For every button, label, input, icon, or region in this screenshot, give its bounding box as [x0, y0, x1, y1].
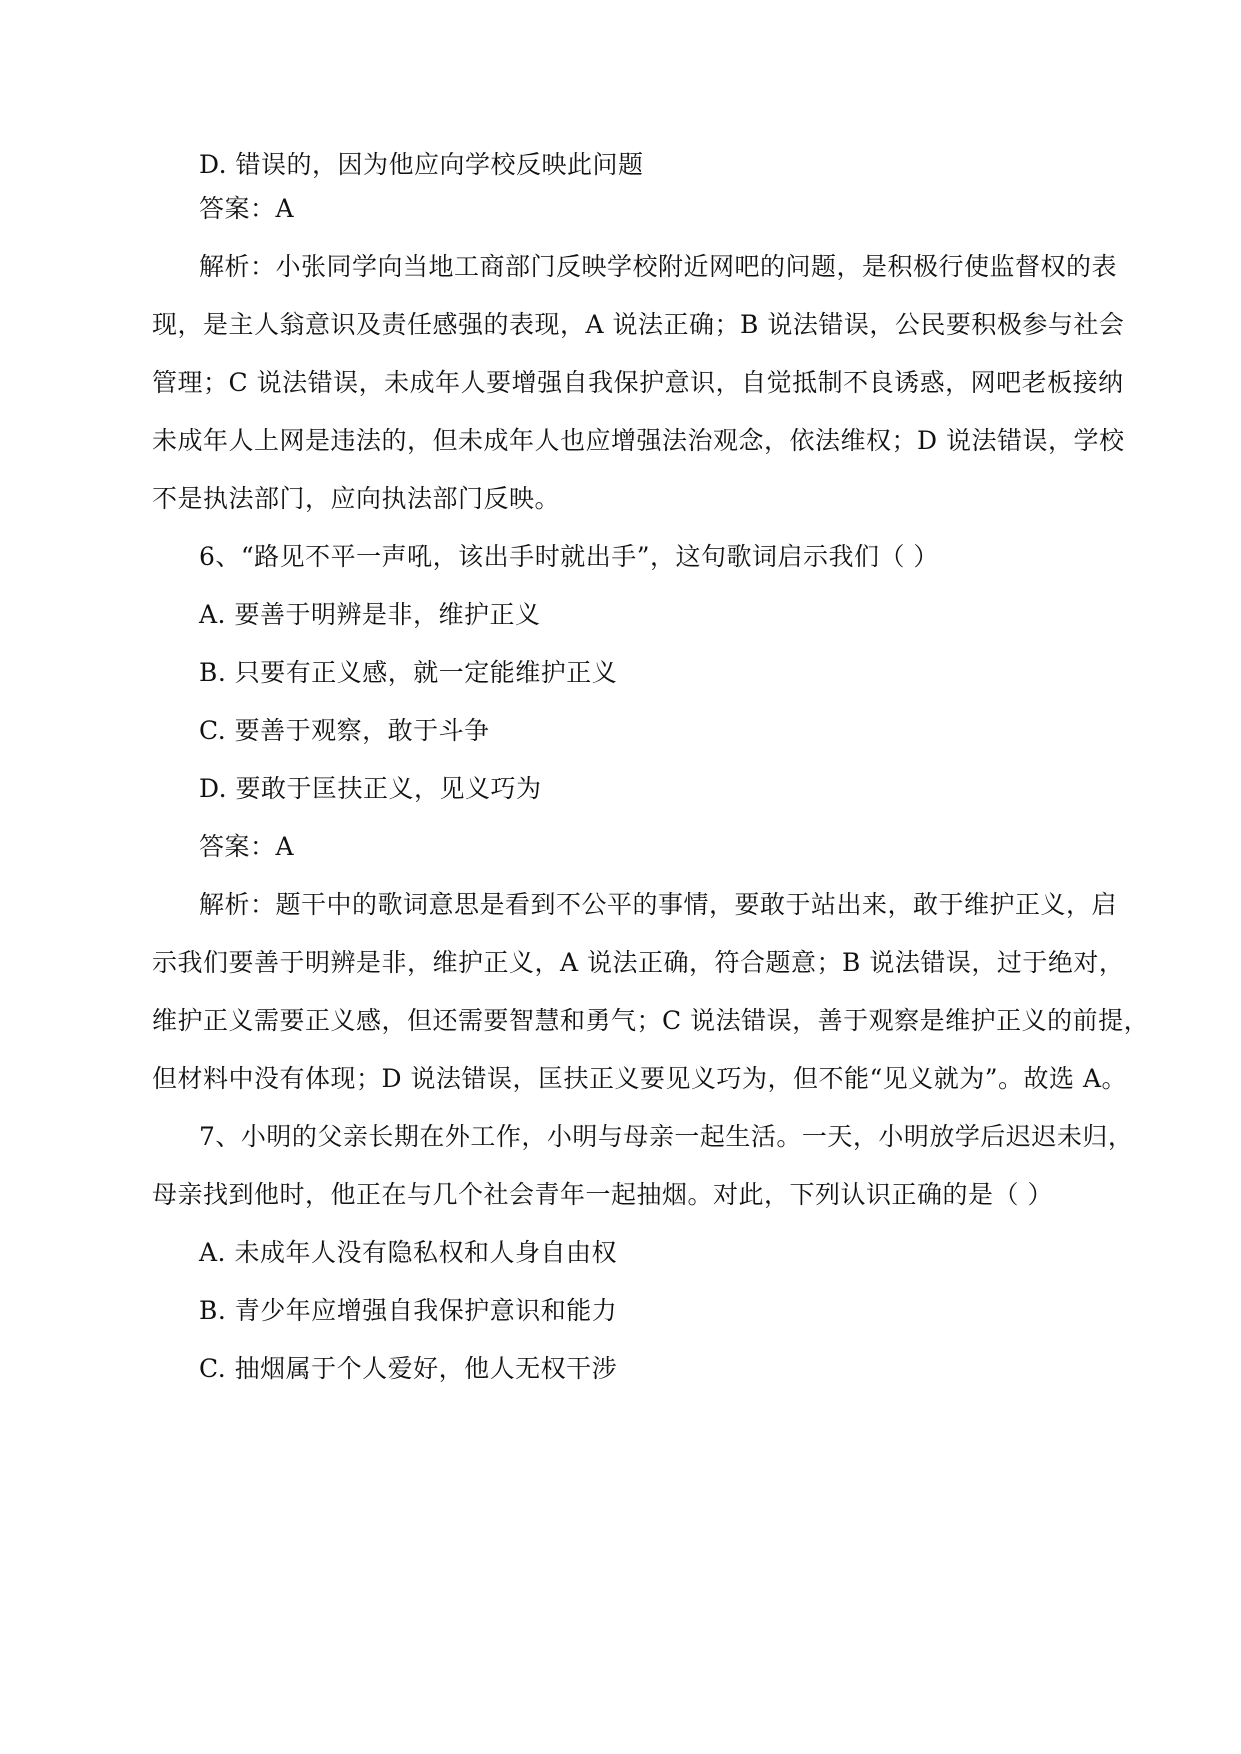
q5-analysis-line-1: 解析：小张同学向当地工商部门反映学校附近网吧的问题，是积极行使监督权的表 — [199, 252, 1118, 281]
q6-option-d: D. 要敢于匡扶正义，见义巧为 — [199, 774, 542, 803]
q7-stem-line-1: 7、小明的父亲长期在外工作，小明与母亲一起生活。一天，小明放学后迟迟未归， — [199, 1122, 1134, 1151]
q7-option-b: B. 青少年应增强自我保护意识和能力 — [199, 1296, 618, 1325]
q6-analysis-line-2: 示我们要善于明辨是非，维护正义，A 说法正确，符合题意；B 说法错误，过于绝对， — [152, 948, 1125, 977]
q6-stem: 6、“路见不平一声吼，该出手时就出手”，这句歌词启示我们（ ） — [199, 542, 939, 571]
q7-option-c: C. 抽烟属于个人爱好，他人无权干涉 — [199, 1354, 618, 1383]
q6-analysis-line-1: 解析：题干中的歌词意思是看到不公平的事情，要敢于站出来，敢于维护正义，启 — [199, 890, 1118, 919]
q6-analysis-line-4: 但材料中没有体现；D 说法错误，匡扶正义要见义巧为，但不能“见义就为”。故选 A。 — [152, 1064, 1128, 1093]
q6-option-c: C. 要善于观察，敢于斗争 — [199, 716, 490, 745]
q7-option-a: A. 未成年人没有隐私权和人身自由权 — [199, 1238, 617, 1267]
q5-analysis-line-4: 未成年人上网是违法的，但未成年人也应增强法治观念，依法维权；D 说法错误，学校 — [152, 426, 1125, 455]
q5-option-d: D. 错误的，因为他应向学校反映此问题 — [199, 150, 644, 179]
q5-analysis-line-2: 现，是主人翁意识及责任感强的表现，A 说法正确；B 说法错误，公民要积极参与社会 — [152, 310, 1125, 339]
q6-option-b: B. 只要有正义感，就一定能维护正义 — [199, 658, 618, 687]
q5-analysis-line-5: 不是执法部门，应向执法部门反映。 — [152, 484, 561, 513]
q6-analysis-line-3: 维护正义需要正义感，但还需要智慧和勇气；C 说法错误，善于观察是维护正义的前提， — [152, 1006, 1150, 1035]
q6-answer: 答案：A — [199, 832, 295, 861]
q7-stem-line-2: 母亲找到他时，他正在与几个社会青年一起抽烟。对此，下列认识正确的是（ ） — [152, 1180, 1053, 1209]
q5-analysis-line-3: 管理；C 说法错误，未成年人要增强自我保护意识，自觉抵制不良诱惑，网吧老板接纳 — [152, 368, 1124, 397]
q5-answer: 答案：A — [199, 194, 295, 223]
q6-option-a: A. 要善于明辨是非，维护正义 — [199, 600, 541, 629]
